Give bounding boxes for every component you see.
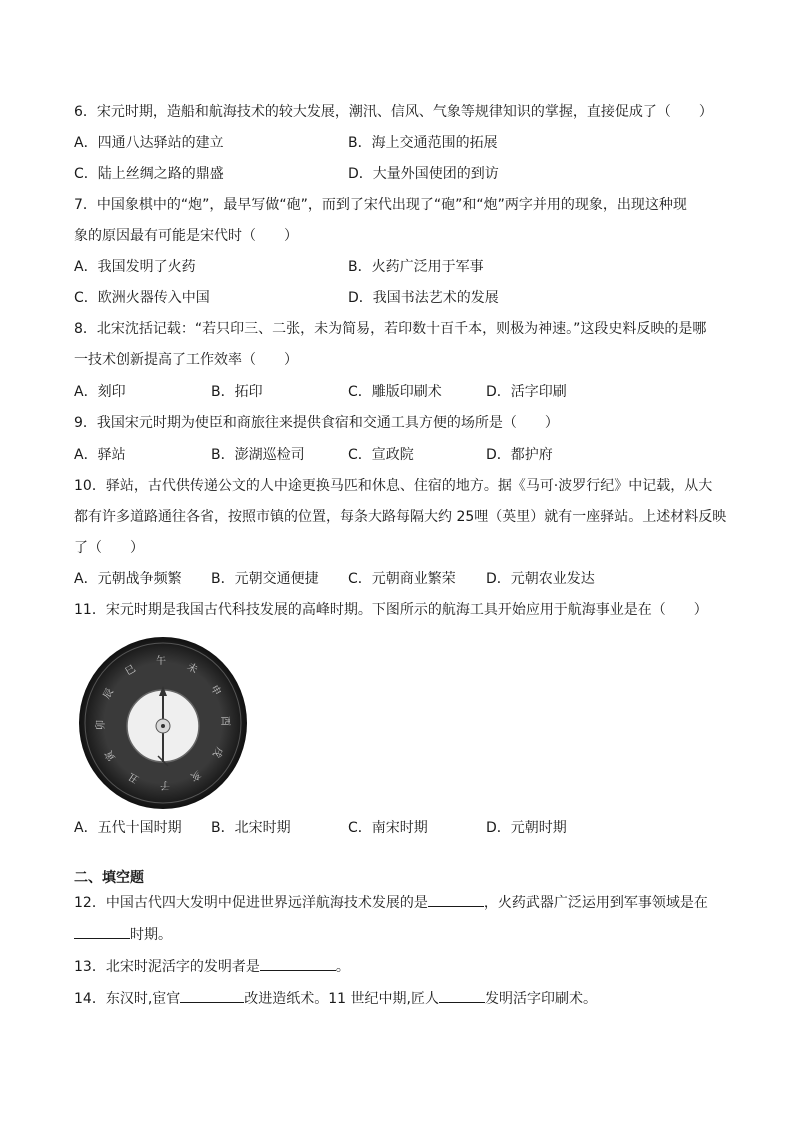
q12-text-3: 时期。 xyxy=(130,927,172,943)
q14-blank-1[interactable] xyxy=(180,988,244,1003)
q12-blank-2[interactable] xyxy=(74,924,130,939)
q12-blank-1[interactable] xyxy=(428,892,484,907)
q7-option-d: D．我国书法艺术的发展 xyxy=(348,290,499,306)
q13-blank[interactable] xyxy=(260,956,336,971)
q10-stem-line1: 10．驿站，古代供传递公文的人中途更换马匹和休息、住宿的地方。据《马可·波罗行纪》中记载，从大 xyxy=(74,478,713,494)
q13-text-2: 。 xyxy=(335,959,350,975)
q11-option-c: C．南宋时期 xyxy=(348,820,428,836)
q6-option-c: C．陆上丝绸之路的鼎盛 xyxy=(74,166,224,182)
q12-line1 xyxy=(74,892,708,913)
q9-option-b: B．澎湖巡检司 xyxy=(211,447,305,463)
q11-option-b: B．北宋时期 xyxy=(211,820,291,836)
q7-option-a: A．我国发明了火药 xyxy=(74,259,196,275)
q10-option-a: A．元朝战争频繁 xyxy=(74,571,182,587)
q11-stem: 11．宋元时期是我国古代科技发展的高峰时期。下图所示的航海工具开始应用于航海事业是在（ ） xyxy=(74,602,708,618)
q10-option-d: D．元朝农业发达 xyxy=(486,571,595,587)
q10-stem-line2: 都有许多道路通往各省，按照市镇的位置，每条大路每隔大约 25哩（英里）就有一座驿站。上述材料反映 xyxy=(74,509,727,525)
q9-option-c: C．宣政院 xyxy=(348,447,414,463)
q13-text-1: 13．北宋时泥活字的发明者是 xyxy=(74,959,260,975)
q6-option-a: A．四通八达驿站的建立 xyxy=(74,135,224,151)
q7-option-b: B．火药广泛用于军事 xyxy=(348,259,484,275)
q14-text-2: 改进造纸术。11 世纪中期,匠人 xyxy=(244,991,439,1007)
svg-text:申: 申 xyxy=(207,683,223,698)
svg-text:戌: 戌 xyxy=(209,744,225,760)
q8-stem-line2: 一技术创新提高了工作效率（ ） xyxy=(74,352,298,368)
q9-option-a: A．驿站 xyxy=(74,447,126,463)
q8-option-d: D．活字印刷 xyxy=(486,384,567,400)
svg-text:子: 子 xyxy=(160,779,170,790)
q10-stem-line3: 了（ ） xyxy=(74,540,144,556)
q14-text-1: 14．东汉时,宦官 xyxy=(74,991,181,1007)
q11-option-a: A．五代十国时期 xyxy=(74,820,182,836)
q7-option-c: C．欧洲火器传入中国 xyxy=(74,290,210,306)
q6-option-d: D．大量外国使团的到访 xyxy=(348,166,499,182)
svg-text:巳: 巳 xyxy=(123,663,138,679)
svg-text:午: 午 xyxy=(156,656,166,667)
q8-option-b: B．拓印 xyxy=(211,384,263,400)
q11-option-d: D．元朝时期 xyxy=(486,820,567,836)
q12-text-2: ，火药武器广泛运用到军事领域是在 xyxy=(483,895,708,911)
compass-photo-icon xyxy=(78,636,248,810)
q8-stem-line1: 8．北宋沈括记载：“若只印三、二张，未为简易，若印数十百千本，则极为神速。”这段史料反映的是哪 xyxy=(74,321,707,337)
q9-stem: 9．我国宋元时期为使臣和商旅往来提供食宿和交通工具方便的场所是（ ） xyxy=(74,415,559,431)
q7-stem-line1: 7．中国象棋中的“炮”，最早写做“砲”，而到了宋代出现了“砲”和“炮”两字并用的现象，出现这种现 xyxy=(74,197,687,213)
q8-option-c: C．雕版印刷术 xyxy=(348,384,442,400)
svg-text:酉: 酉 xyxy=(219,716,230,726)
svg-text:丑: 丑 xyxy=(126,769,142,785)
section-title-fill-blank: 二、填空题 xyxy=(74,870,144,886)
q10-option-c: C．元朝商业繁荣 xyxy=(348,571,456,587)
q14-line xyxy=(74,988,597,1009)
q7-stem-line2: 象的原因最有可能是宋代时（ ） xyxy=(74,228,298,244)
svg-text:未: 未 xyxy=(184,661,200,677)
q14-text-3: 发明活字印刷术。 xyxy=(484,991,597,1007)
q14-blank-2[interactable] xyxy=(439,988,485,1003)
svg-text:卯: 卯 xyxy=(96,720,107,730)
q6-option-b: B．海上交通范围的拓展 xyxy=(348,135,498,151)
q8-option-a: A．刻印 xyxy=(74,384,126,400)
q6-stem: 6．宋元时期，造船和航海技术的较大发展，潮汛、信风、气象等规律知识的掌握，直接促成了（ ） xyxy=(74,104,713,120)
q12-text-1: 12．中国古代四大发明中促进世界远洋航海技术发展的是 xyxy=(74,895,428,911)
q10-option-b: B．元朝交通便捷 xyxy=(211,571,319,587)
q12-line2 xyxy=(74,924,172,945)
svg-text:辰: 辰 xyxy=(101,686,117,702)
svg-text:寅: 寅 xyxy=(103,748,119,763)
q9-option-d: D．都护府 xyxy=(486,447,553,463)
q13-line xyxy=(74,956,350,977)
svg-text:亥: 亥 xyxy=(188,767,203,783)
